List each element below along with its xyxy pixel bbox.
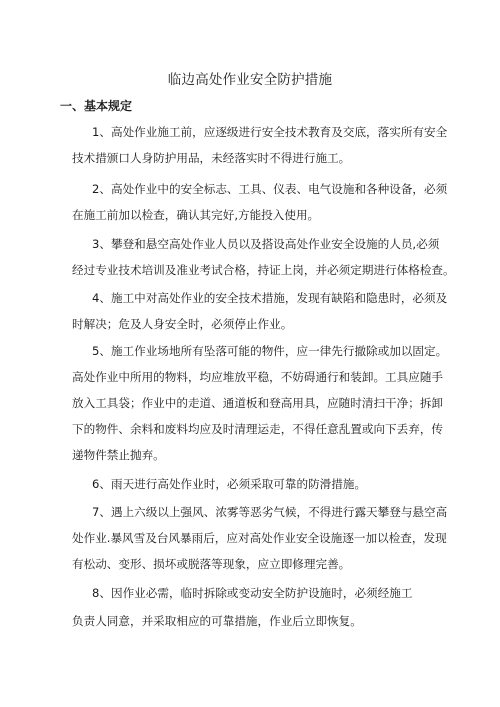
paragraph-line: 3、攀登和悬空高处作业人员以及搭设高处作业安全设施的人员,必须	[92, 237, 440, 251]
paragraph-line: 7、遇上六级以上强风、浓雾等恶劣气候，不得进行露天攀登与悬空高	[92, 505, 448, 519]
paragraph-line: 5、施工作业场地所有坠落可能的物件，应一律先行撤除或加以固定。	[92, 344, 448, 358]
paragraph-line: 放入工具袋；作业中的走道、通道板和登高用具，应随时清扫干净；拆卸	[72, 396, 444, 410]
paragraph-line: 经过专业技术培训及准业考试合格，持证上岗，并必须定期进行体格检查。	[72, 263, 455, 277]
paragraph-line: 负责人同意，并采取相应的可靠措施，作业后立即恢复。	[72, 614, 362, 628]
paragraph-line: 时解决；危及人身安全时，必须停止作业。	[72, 317, 293, 331]
paragraph-line: 有松动、变形、损坏或脱落等现象，应立即修理完善。	[72, 557, 351, 571]
paragraph-line: 技术措颁口人身防护用品，未经落实时不得进行施工。	[72, 151, 351, 165]
paragraph-line: 4、施工中对高处作业的安全技术措施，发现有缺陷和隐患时，必须及	[92, 291, 448, 305]
paragraph-line: 下的物件、余料和废料均应及时清理运走，不得任意乱置或向下丢弃，传	[72, 422, 444, 436]
paragraph-line: 8、因作业必需，临时拆除或变动安全防护设施时，必须经施工	[92, 586, 413, 600]
section-heading: 一、基本规定	[60, 99, 133, 113]
document-title: 临边高处作业安全防护措施	[167, 72, 333, 88]
paragraph-line: 高处作业中所用的物料，均应堆放平稳，不妨碍通行和装卸。工具应随手	[72, 370, 444, 384]
paragraph-line: 2、高处作业中的安全标志、工具、仪表、电气设施和各种设备，必须	[92, 182, 448, 196]
paragraph-line: 6、雨天进行高处作业时，必须采取可靠的防滑措施。	[92, 477, 367, 491]
paragraph-line: 递物件禁止抛弃。	[72, 448, 165, 462]
paragraph-line: 在施工前加以检查，确认其完好,方能投入使用。	[72, 208, 320, 222]
paragraph-line: 1、高处作业施工前，应逐级进行安全技术教育及交底，落实所有安全	[92, 125, 448, 139]
paragraph-line: 处作业.暴风雪及台风暴雨后，应对高处作业安全设施逐一加以检查，发现	[72, 531, 447, 545]
